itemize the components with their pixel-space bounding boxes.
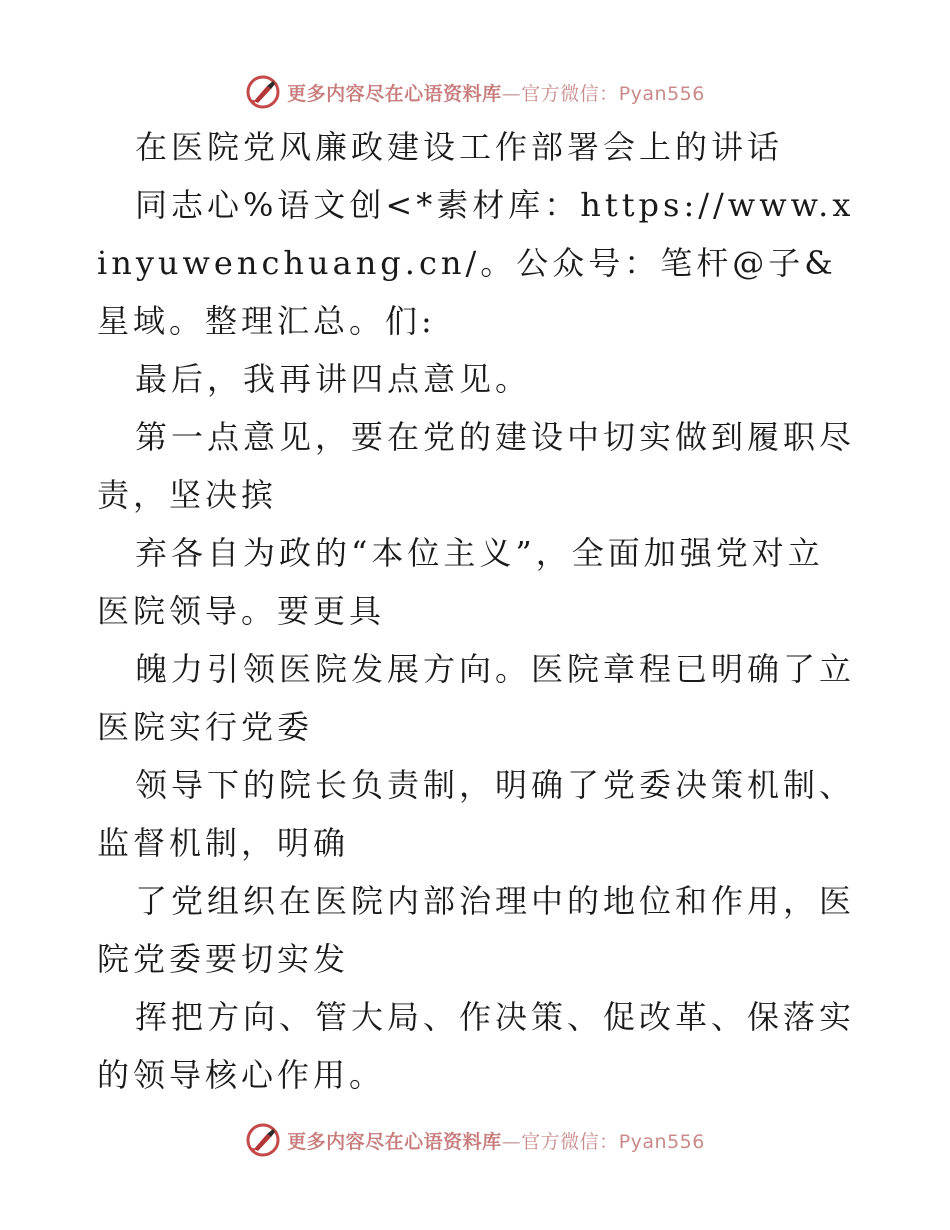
footer-watermark: [0, 1120, 950, 1160]
pen-logo-icon: [245, 1122, 281, 1158]
watermark-dash: —: [501, 82, 522, 105]
paragraph: 领导下的院长负责制，明确了党委决策机制、监督机制，明确: [97, 766, 856, 862]
paragraph: 弃各自为政的“本位主义”，全面加强党对立医院领导。要更具: [97, 534, 824, 630]
watermark-wechat-label: 官方微信：: [521, 1130, 619, 1153]
watermark-text: [287, 1127, 705, 1154]
watermark-main: 更多内容尽在心语资料库: [287, 82, 502, 105]
document-body: [97, 118, 857, 1104]
paragraph: 了党组织在医院内部治理中的地位和作用，医院党委要切实发: [97, 882, 856, 978]
watermark-wechat-id: Pyan556: [618, 82, 705, 105]
pen-logo-icon: [245, 74, 281, 110]
paragraph: 同志心%语文创<*素材库：https://www.xinyuwenchuang.cn/。公众号：笔杆@子&星域。整理汇总。们:: [97, 186, 855, 340]
header-watermark: [0, 72, 950, 112]
paragraph: 最后，我再讲四点意见。: [135, 360, 532, 398]
watermark-wechat-id: Pyan556: [618, 1130, 705, 1153]
watermark-dash: —: [501, 1130, 522, 1153]
paragraph: 第一点意见，要在党的建设中切实做到履职尽责，坚决摈: [97, 418, 856, 514]
document-title: 在医院党风廉政建设工作部署会上的讲话: [135, 128, 784, 166]
watermark-text: [287, 79, 705, 106]
paragraph: 魄力引领医院发展方向。医院章程已明确了立医院实行党委: [97, 650, 856, 746]
watermark-wechat-label: 官方微信：: [521, 82, 619, 105]
watermark-main: 更多内容尽在心语资料库: [287, 1130, 502, 1153]
paragraph: 挥把方向、管大局、作决策、促改革、保落实的领导核心作用。: [97, 998, 856, 1094]
